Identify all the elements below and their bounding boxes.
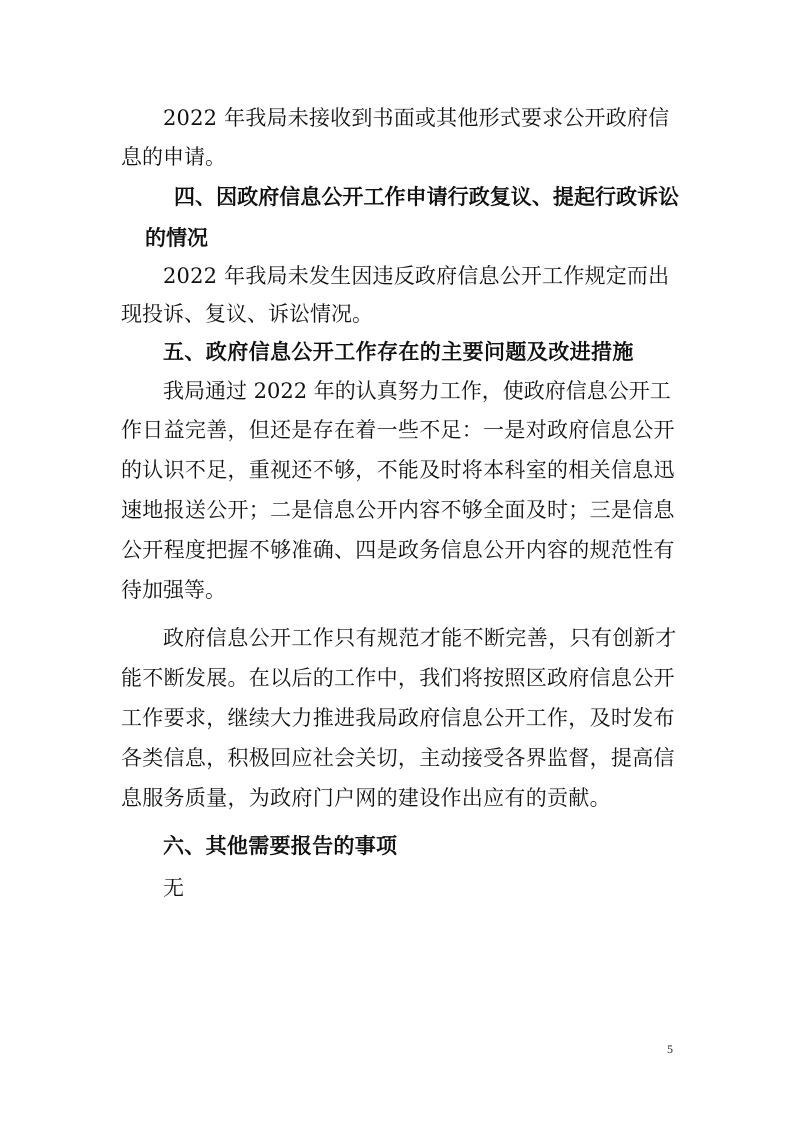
body-line: 能不断发展。在以后的工作中，我们将按照区政府信息公开: [121, 666, 675, 690]
body-line: 2022 年我局未发生因违反政府信息公开工作规定而出: [163, 264, 670, 288]
body-line: 现投诉、复议、诉讼情况。: [121, 302, 373, 326]
body-line: 速地报送公开；二是信息公开内容不够全面及时；三是信息: [121, 498, 675, 522]
section-heading-4: 四、因政府信息公开工作申请行政复议、提起行政诉讼: [174, 185, 680, 209]
section-heading-6: 六、其他需要报告的事项: [163, 834, 398, 858]
body-line: 工作要求，继续大力推进我局政府信息公开工作，及时发布: [121, 706, 675, 730]
body-line: 政府信息公开工作只有规范才能不断完善，只有创新才: [163, 626, 677, 650]
body-line: 息服务质量，为政府门户网的建设作出应有的贡献。: [121, 786, 611, 810]
body-line: 各类信息，积极回应社会关切，主动接受各界监督，提高信: [121, 746, 675, 770]
page-number: 5: [667, 1042, 673, 1056]
body-line: 无: [163, 876, 184, 900]
body-line: 息的申请。: [121, 145, 226, 169]
body-line: 作日益完善，但还是存在着一些不足：一是对政府信息公开: [121, 418, 675, 442]
body-line: 我局通过 2022 年的认真努力工作，使政府信息公开工: [163, 379, 671, 403]
body-line: 公开程度把握不够准确、四是政务信息公开内容的规范性有: [121, 538, 675, 562]
section-heading-5: 五、政府信息公开工作存在的主要问题及改进措施: [163, 340, 634, 364]
body-line: 的认识不足，重视还不够，不能及时将本科室的相关信息迅: [121, 458, 675, 482]
section-heading-4-cont: 的情况: [145, 226, 208, 250]
body-line: 待加强等。: [121, 578, 226, 602]
body-line: 2022 年我局未接收到书面或其他形式要求公开政府信: [163, 106, 670, 130]
